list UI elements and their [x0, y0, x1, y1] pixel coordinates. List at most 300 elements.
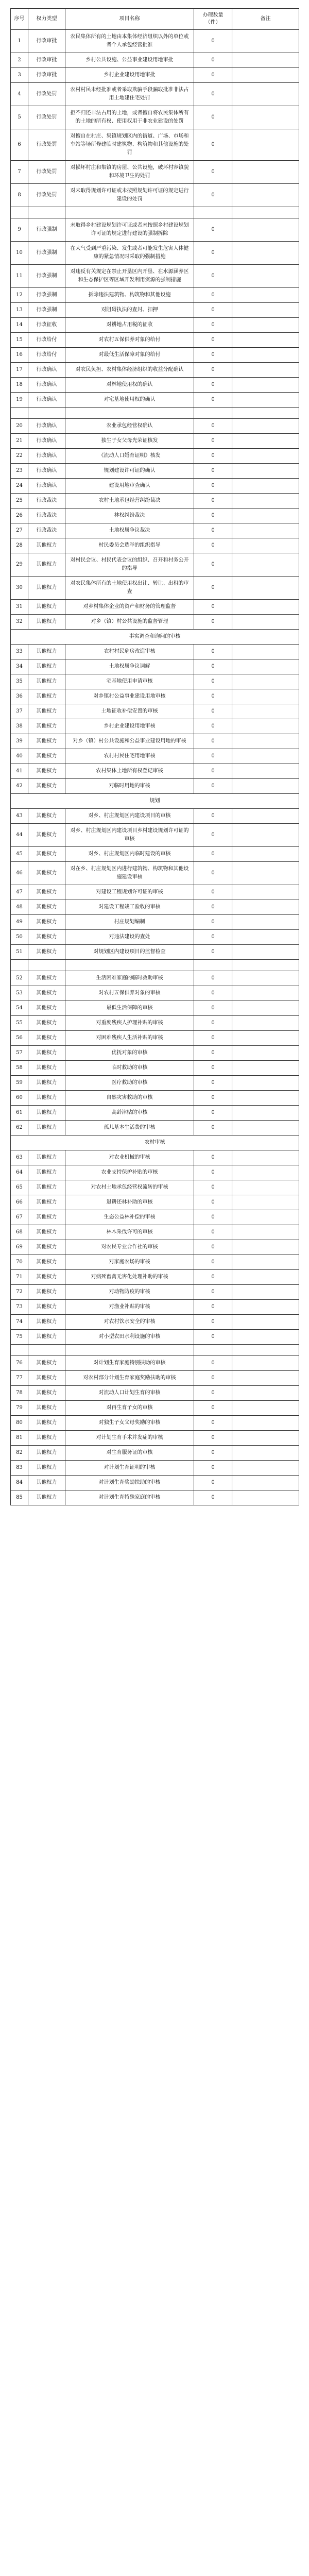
cell-no: 82 [11, 1446, 28, 1461]
cell-count: 0 [194, 242, 232, 265]
cell-no: 73 [11, 1300, 28, 1315]
empty-cell [194, 1345, 232, 1356]
table-row [11, 30, 299, 53]
cell-no: 3 [11, 68, 28, 83]
cell-no: 43 [11, 809, 28, 824]
cell-count: 0 [194, 1431, 232, 1446]
empty-cell [28, 408, 65, 419]
cell-no: 51 [11, 945, 28, 960]
table-row [11, 615, 299, 630]
cell-type: 其他权力 [28, 1180, 65, 1195]
cell-name: 对损坏村庄和集镇的房屋、公共设施，破坏村容镇貌和环境卫生的处罚 [65, 161, 194, 184]
cell-type: 其他权力 [28, 1031, 65, 1046]
cell-name: 规划建设许可证的确认 [65, 464, 194, 479]
cell-count: 0 [194, 318, 232, 333]
cell-no: 59 [11, 1076, 28, 1091]
cell-no: 44 [11, 824, 28, 847]
cell-name: 在大气受到严重污染、发生或者可能发生危害人体健康的紧急情况时采取的强制措施 [65, 242, 194, 265]
cell-remark [232, 971, 299, 986]
table-row [11, 862, 299, 885]
cell-name: 对建设工程竣工验收的审核 [65, 900, 194, 915]
cell-type: 其他权力 [28, 1255, 65, 1270]
table-row [11, 689, 299, 704]
empty-cell [28, 207, 65, 218]
cell-remark [232, 479, 299, 494]
cell-name: 对计划生育奖励扶助的审核 [65, 1476, 194, 1490]
cell-count: 0 [194, 824, 232, 847]
cell-type: 行政处罚 [28, 184, 65, 207]
cell-count: 0 [194, 945, 232, 960]
cell-remark [232, 393, 299, 408]
cell-no: 56 [11, 1031, 28, 1046]
cell-remark [232, 930, 299, 945]
cell-remark [232, 645, 299, 659]
cell-remark [232, 1031, 299, 1046]
cell-count: 0 [194, 1446, 232, 1461]
cell-name: 林木采伐许可的审核 [65, 1225, 194, 1240]
cell-no: 22 [11, 449, 28, 464]
cell-no: 52 [11, 971, 28, 986]
cell-name: 对乡、村庄规划区内建设项目乡村建设规划许可证的审核 [65, 824, 194, 847]
cell-no: 49 [11, 915, 28, 930]
cell-type: 其他权力 [28, 885, 65, 900]
cell-name: 生活困难家庭的临时救助审核 [65, 971, 194, 986]
cell-name: 对计划生育家庭特别扶助的审核 [65, 1356, 194, 1371]
cell-count: 0 [194, 1300, 232, 1315]
cell-type: 其他权力 [28, 719, 65, 734]
cell-count: 0 [194, 1386, 232, 1401]
cell-count: 0 [194, 809, 232, 824]
cell-type: 其他权力 [28, 915, 65, 930]
cell-type: 行政裁决 [28, 509, 65, 523]
cell-no: 45 [11, 847, 28, 862]
cell-type: 其他权力 [28, 734, 65, 749]
cell-no: 85 [11, 1490, 28, 1505]
cell-name: 建设用地审查确认 [65, 479, 194, 494]
cell-no: 81 [11, 1431, 28, 1446]
cell-type: 其他权力 [28, 553, 65, 577]
cell-remark [232, 68, 299, 83]
cell-no: 12 [11, 288, 28, 303]
cell-count: 0 [194, 265, 232, 288]
cell-count: 0 [194, 779, 232, 794]
cell-remark [232, 1386, 299, 1401]
cell-count: 0 [194, 986, 232, 1001]
cell-count: 0 [194, 83, 232, 106]
cell-count: 0 [194, 1371, 232, 1386]
cell-remark [232, 1300, 299, 1315]
cell-no: 57 [11, 1046, 28, 1061]
cell-count: 0 [194, 1031, 232, 1046]
cell-type: 其他权力 [28, 689, 65, 704]
table-row [11, 553, 299, 577]
table-row [11, 674, 299, 689]
cell-type: 其他权力 [28, 1106, 65, 1121]
table-row [11, 645, 299, 659]
cell-remark [232, 809, 299, 824]
table-row [11, 1061, 299, 1076]
cell-count: 0 [194, 1046, 232, 1061]
cell-type: 行政确认 [28, 464, 65, 479]
table-row [11, 68, 299, 83]
cell-name: 对流动人口计划生育的审核 [65, 1386, 194, 1401]
cell-remark [232, 824, 299, 847]
table-row [11, 1476, 299, 1490]
cell-type: 行政确认 [28, 449, 65, 464]
cell-remark [232, 1401, 299, 1416]
cell-remark [232, 1461, 299, 1476]
table-row [11, 749, 299, 764]
cell-name: 对农村五保供养对象的审核 [65, 986, 194, 1001]
table-row [11, 318, 299, 333]
cell-type: 行政裁决 [28, 494, 65, 509]
cell-no: 11 [11, 265, 28, 288]
cell-type: 其他权力 [28, 779, 65, 794]
cell-remark [232, 1180, 299, 1195]
cell-no: 48 [11, 900, 28, 915]
cell-count: 0 [194, 1255, 232, 1270]
cell-remark [232, 1240, 299, 1255]
cell-no: 65 [11, 1180, 28, 1195]
cell-type: 其他权力 [28, 1225, 65, 1240]
cell-remark [232, 161, 299, 184]
cell-no: 46 [11, 862, 28, 885]
cell-no: 64 [11, 1165, 28, 1180]
table-row [11, 1315, 299, 1330]
cell-remark [232, 1330, 299, 1345]
cell-name: 村民委员会选举的组织指导 [65, 538, 194, 553]
cell-remark [232, 106, 299, 129]
cell-no: 53 [11, 986, 28, 1001]
cell-name: 农村村民住宅用地审核 [65, 749, 194, 764]
table-row [11, 1225, 299, 1240]
cell-remark [232, 1490, 299, 1505]
cell-type: 行政审批 [28, 68, 65, 83]
cell-count: 0 [194, 553, 232, 577]
cell-remark [232, 1255, 299, 1270]
cell-count: 0 [194, 303, 232, 318]
cell-type: 其他权力 [28, 824, 65, 847]
cell-name: 对农民负担、农村集体经济组织的收益分配确认 [65, 363, 194, 378]
cell-count: 0 [194, 68, 232, 83]
table-row [11, 847, 299, 862]
cell-remark [232, 615, 299, 630]
cell-name: 对乡（镇）村公共设施和公益事业建设用地的审核 [65, 734, 194, 749]
cell-remark [232, 378, 299, 393]
cell-type: 其他权力 [28, 674, 65, 689]
table-row [11, 1300, 299, 1315]
table-row [11, 809, 299, 824]
table-row [11, 1356, 299, 1371]
table-row [11, 83, 299, 106]
empty-cell [232, 408, 299, 419]
cell-type: 行政确认 [28, 479, 65, 494]
cell-remark [232, 30, 299, 53]
table-row [11, 719, 299, 734]
cell-type: 其他权力 [28, 764, 65, 779]
cell-type: 行政强制 [28, 265, 65, 288]
cell-remark [232, 184, 299, 207]
cell-count: 0 [194, 1285, 232, 1300]
table-row [11, 479, 299, 494]
cell-count: 0 [194, 1150, 232, 1165]
table-row [11, 1490, 299, 1505]
cell-remark [232, 659, 299, 674]
table-row [11, 1446, 299, 1461]
cell-count: 0 [194, 1165, 232, 1180]
table-row [11, 930, 299, 945]
spacer-row [11, 408, 299, 419]
cell-type: 其他权力 [28, 1490, 65, 1505]
cell-no: 35 [11, 674, 28, 689]
table-row [11, 1255, 299, 1270]
cell-count: 0 [194, 577, 232, 600]
cell-name: 对动物防疫的审核 [65, 1285, 194, 1300]
cell-type: 行政处罚 [28, 83, 65, 106]
cell-type: 其他权力 [28, 1315, 65, 1330]
cell-name: 农业支持保护补贴的审核 [65, 1165, 194, 1180]
cell-count: 0 [194, 719, 232, 734]
cell-count: 0 [194, 1476, 232, 1490]
cell-name: 对乡镇村公益事业建设用地审核 [65, 689, 194, 704]
cell-remark [232, 1121, 299, 1136]
cell-no: 61 [11, 1106, 28, 1121]
empty-cell [65, 408, 194, 419]
cell-type: 其他权力 [28, 1416, 65, 1431]
cell-remark [232, 242, 299, 265]
section-row [11, 794, 299, 809]
cell-name: 生态公益林补偿的审核 [65, 1210, 194, 1225]
cell-name: 对农村土地承包经营权流转的审核 [65, 1180, 194, 1195]
header-type: 权力类型 [28, 9, 65, 30]
empty-cell [194, 207, 232, 218]
cell-count: 0 [194, 862, 232, 885]
cell-type: 行政强制 [28, 303, 65, 318]
cell-name: 对林地使用权的确认 [65, 378, 194, 393]
table-row [11, 1386, 299, 1401]
table-row [11, 129, 299, 161]
cell-type: 其他权力 [28, 645, 65, 659]
cell-count: 0 [194, 1315, 232, 1330]
cell-no: 72 [11, 1285, 28, 1300]
empty-cell [65, 1345, 194, 1356]
cell-no: 4 [11, 83, 28, 106]
cell-type: 其他权力 [28, 1285, 65, 1300]
table-row [11, 577, 299, 600]
cell-remark [232, 538, 299, 553]
cell-type: 其他权力 [28, 749, 65, 764]
empty-cell [28, 960, 65, 971]
cell-type: 其他权力 [28, 1165, 65, 1180]
cell-no: 83 [11, 1461, 28, 1476]
cell-no: 23 [11, 464, 28, 479]
cell-type: 行政确认 [28, 419, 65, 434]
cell-type: 行政给付 [28, 348, 65, 363]
cell-name: 对农业机械的审核 [65, 1150, 194, 1165]
cell-no: 6 [11, 129, 28, 161]
cell-type: 其他权力 [28, 945, 65, 960]
cell-count: 0 [194, 734, 232, 749]
cell-remark [232, 945, 299, 960]
cell-remark [232, 1225, 299, 1240]
table-row [11, 1461, 299, 1476]
cell-no: 30 [11, 577, 28, 600]
cell-type: 其他权力 [28, 971, 65, 986]
cell-count: 0 [194, 1270, 232, 1285]
cell-name: 临时救助的审核 [65, 1061, 194, 1076]
cell-name: 孤儿基本生活费的审核 [65, 1121, 194, 1136]
cell-name: 对农村部分计划生育家庭奖励扶助的审核 [65, 1371, 194, 1386]
cell-name: 乡村企业建设用地审核 [65, 719, 194, 734]
cell-count: 0 [194, 479, 232, 494]
table-row [11, 704, 299, 719]
table-header-row [11, 9, 299, 30]
cell-type: 行政征收 [28, 318, 65, 333]
cell-count: 0 [194, 363, 232, 378]
cell-name: 宅基地使用申请审核 [65, 674, 194, 689]
cell-count: 0 [194, 288, 232, 303]
cell-count: 0 [194, 1121, 232, 1136]
header-no: 序号 [11, 9, 28, 30]
cell-no: 36 [11, 689, 28, 704]
cell-remark [232, 523, 299, 538]
cell-remark [232, 1165, 299, 1180]
cell-remark [232, 986, 299, 1001]
cell-remark [232, 318, 299, 333]
cell-type: 行政给付 [28, 333, 65, 348]
power-list-table [10, 8, 299, 1505]
empty-cell [11, 1345, 28, 1356]
cell-name: 农村土地承包经营纠纷裁决 [65, 494, 194, 509]
cell-count: 0 [194, 1106, 232, 1121]
table-body [11, 30, 299, 1505]
cell-type: 其他权力 [28, 847, 65, 862]
cell-type: 其他权力 [28, 1240, 65, 1255]
cell-remark [232, 348, 299, 363]
cell-remark [232, 464, 299, 479]
cell-name: 对农民专业合作社的审核 [65, 1240, 194, 1255]
cell-remark [232, 1076, 299, 1091]
cell-count: 0 [194, 129, 232, 161]
cell-no: 5 [11, 106, 28, 129]
cell-no: 29 [11, 553, 28, 577]
cell-name: 乡村企业建设用地审批 [65, 68, 194, 83]
table-row [11, 523, 299, 538]
table-row [11, 1401, 299, 1416]
table-row [11, 1431, 299, 1446]
table-row [11, 378, 299, 393]
cell-name: 独生子女父母光荣证核发 [65, 434, 194, 449]
cell-type: 其他权力 [28, 1195, 65, 1210]
cell-count: 0 [194, 106, 232, 129]
cell-no: 37 [11, 704, 28, 719]
cell-remark [232, 885, 299, 900]
cell-name: 对违反有关规定在禁止开垦区内开垦、在水源涵养区和生态保护区等区域开发利用资源的强制措施 [65, 265, 194, 288]
cell-no: 47 [11, 885, 28, 900]
cell-remark [232, 764, 299, 779]
table-row [11, 265, 299, 288]
cell-type: 其他权力 [28, 538, 65, 553]
cell-name: 对农村饮水安全的审核 [65, 1315, 194, 1330]
cell-remark [232, 674, 299, 689]
section-row [11, 630, 299, 645]
cell-type: 其他权力 [28, 862, 65, 885]
cell-name: 农村村民危房改造审核 [65, 645, 194, 659]
cell-type: 其他权力 [28, 1076, 65, 1091]
cell-count: 0 [194, 1416, 232, 1431]
cell-count: 0 [194, 1001, 232, 1016]
cell-remark [232, 1270, 299, 1285]
cell-no: 55 [11, 1016, 28, 1031]
cell-type: 行政裁决 [28, 523, 65, 538]
cell-type: 其他权力 [28, 659, 65, 674]
table-row [11, 1210, 299, 1225]
empty-cell [28, 1345, 65, 1356]
cell-remark [232, 719, 299, 734]
cell-name: 《流动人口婚育证明》核发 [65, 449, 194, 464]
empty-cell [11, 960, 28, 971]
cell-no: 1 [11, 30, 28, 53]
cell-name: 农村村民未经批准或者采取欺骗手段骗取批准非法占用土地建住宅处罚 [65, 83, 194, 106]
cell-type: 其他权力 [28, 930, 65, 945]
table-row [11, 161, 299, 184]
cell-type: 其他权力 [28, 1016, 65, 1031]
cell-name: 拒不归还非法占用的土地，或者擅自将农民集体所有的土地的所有权、使用权用于非农业建设的处罚 [65, 106, 194, 129]
empty-cell [232, 1345, 299, 1356]
cell-remark [232, 1476, 299, 1490]
cell-type: 行政确认 [28, 393, 65, 408]
section-title: 规划 [11, 794, 299, 809]
table-row [11, 1121, 299, 1136]
table-row [11, 53, 299, 68]
cell-remark [232, 553, 299, 577]
cell-count: 0 [194, 419, 232, 434]
cell-no: 77 [11, 1371, 28, 1386]
cell-count: 0 [194, 915, 232, 930]
cell-count: 0 [194, 600, 232, 615]
cell-remark [232, 1195, 299, 1210]
cell-count: 0 [194, 161, 232, 184]
cell-count: 0 [194, 674, 232, 689]
cell-remark [232, 689, 299, 704]
cell-no: 24 [11, 479, 28, 494]
cell-type: 行政处罚 [28, 161, 65, 184]
cell-remark [232, 704, 299, 719]
cell-count: 0 [194, 184, 232, 207]
cell-remark [232, 900, 299, 915]
cell-type: 行政强制 [28, 242, 65, 265]
cell-remark [232, 1356, 299, 1371]
cell-no: 63 [11, 1150, 28, 1165]
cell-type: 其他权力 [28, 1386, 65, 1401]
table-row [11, 363, 299, 378]
cell-remark [232, 1431, 299, 1446]
cell-name: 对计划生育手术并发症的审核 [65, 1431, 194, 1446]
cell-count: 0 [194, 659, 232, 674]
table-row [11, 824, 299, 847]
spacer-row [11, 207, 299, 218]
cell-no: 9 [11, 218, 28, 242]
cell-name: 农民集体所有的土地由本集体经济组织以外的单位或者个人承包经营批准 [65, 30, 194, 53]
cell-type: 其他权力 [28, 1330, 65, 1345]
cell-no: 76 [11, 1356, 28, 1371]
cell-remark [232, 1150, 299, 1165]
table-row [11, 288, 299, 303]
table-row [11, 945, 299, 960]
table-row [11, 734, 299, 749]
cell-name: 土地权属争议调解 [65, 659, 194, 674]
cell-type: 其他权力 [28, 1356, 65, 1371]
